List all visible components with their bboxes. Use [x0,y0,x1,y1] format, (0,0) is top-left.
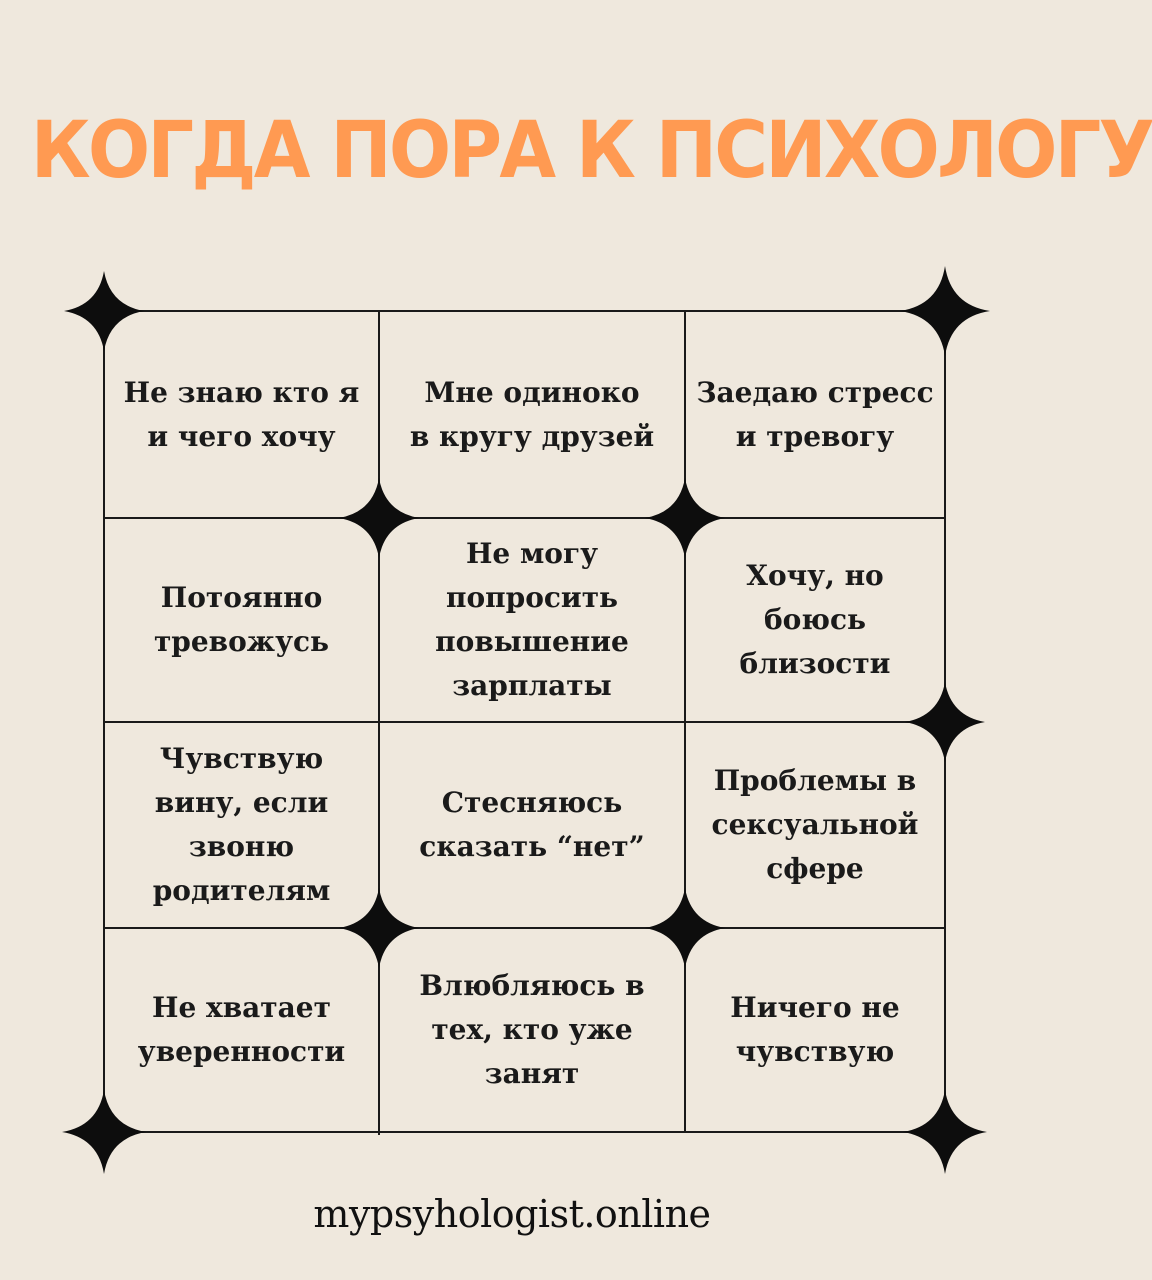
cell-text: Проблемы в сексуальной сфере [711,764,919,885]
grid-cell [104,311,379,518]
grid-cell [685,722,945,928]
grid-cell [685,311,945,518]
website-link[interactable]: mypsyhologist.online [313,1192,711,1236]
grid-cell [685,518,945,722]
cell-text: Стесняюсь сказать “нет” [419,786,645,863]
grid-cell [104,722,379,928]
grid-cell [379,928,685,1132]
cell-text: Мне одиноко в кругу друзей [409,375,655,453]
grid-cell [379,518,685,722]
grid-cell [379,722,685,928]
cell-text: Заедаю стресс и тревогу [696,375,934,453]
grid-cell [685,928,945,1132]
cell-text: Хочу, но боюсь близости [739,559,891,680]
cell-text: Потоянно тревожусь [153,581,330,658]
cell-text: Ничего не чувствую [730,991,900,1068]
cell-text: Чувствую вину, если звоню родителям [152,742,331,907]
grid-cell [379,311,685,518]
poster-title: КОГДА ПОРА К ПСИХОЛОГУ [30,106,1152,196]
cell-text: Не хватает уверенности [137,991,346,1068]
cell-text: Влюбляюсь в тех, кто уже занят [419,969,645,1090]
cell-text: Не могу попросить повышение зарплаты [435,537,629,702]
grid-cell [104,928,379,1132]
grid-cell [104,518,379,722]
cell-text: Не знаю кто я и чего хочу [123,375,360,453]
